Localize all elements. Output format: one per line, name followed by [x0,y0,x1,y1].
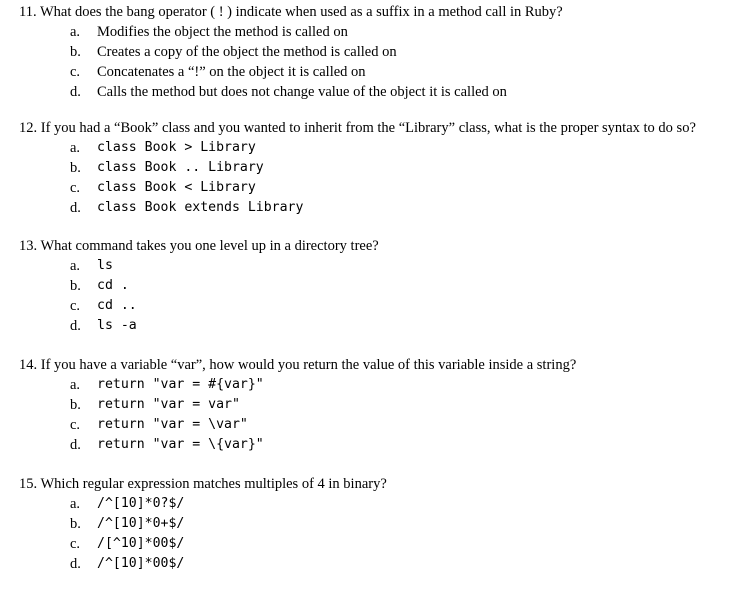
question-text [19,355,742,375]
option-text: Creates a copy of the object the method is called on [97,44,397,60]
option-letter: a. [70,24,81,40]
option-d [19,435,742,455]
option-letter: d. [70,437,81,453]
option-code: class Book extends Library [97,200,304,215]
question-prompt: Which regular expression matches multiples of 4 in binary? [40,476,387,492]
option-letter: c. [70,536,81,552]
option-letter: c. [70,417,81,433]
option-letter: a. [70,258,81,274]
option-code: return "var = \{var}" [97,437,264,452]
option-text: Concatenates a “!” on the object it is called on [97,64,366,80]
option-code: /[^10]*00$/ [97,536,185,551]
option-letter: a. [70,377,81,393]
question-text [19,2,742,22]
option-a [19,494,742,514]
option-list [19,256,742,336]
option-code: return "var = \var" [97,417,248,432]
question-text [19,474,742,494]
option-c [19,415,742,435]
option-d [19,82,742,102]
option-code: ls -a [97,318,137,333]
option-text: Calls the method but does not change value of the object it is called on [97,84,507,100]
question-number: 12. [19,120,38,136]
option-text: Modifies the object the method is called on [97,24,348,40]
question-12 [19,118,742,218]
option-b [19,158,742,178]
option-a [19,138,742,158]
option-letter: a. [70,140,81,156]
option-a [19,375,742,395]
option-letter: b. [70,160,81,176]
option-c [19,178,742,198]
option-letter: a. [70,496,81,512]
question-11 [19,2,742,102]
question-number: 15. [19,476,38,492]
option-d [19,198,742,218]
option-b [19,395,742,415]
option-list [19,22,742,102]
question-number: 13. [19,238,38,254]
question-text [19,236,742,256]
question-prompt: What does the bang operator ( ! ) indicate when used as a suffix in a method call in Ruby? [39,4,563,20]
option-letter: d. [70,318,81,334]
option-d [19,554,742,574]
option-code: ls [97,258,113,273]
option-code: /^[10]*0+$/ [97,516,185,531]
option-letter: d. [70,200,81,216]
option-letter: b. [70,516,81,532]
option-letter: c. [70,298,81,314]
question-14 [19,355,742,455]
option-letter: c. [70,180,81,196]
option-code: cd .. [97,298,137,313]
option-b [19,276,742,296]
question-13 [19,236,742,336]
question-15 [19,474,742,574]
option-list [19,375,742,455]
option-b [19,42,742,62]
option-code: /^[10]*0?$/ [97,496,185,511]
option-c [19,534,742,554]
option-letter: d. [70,84,81,100]
question-number: 11. [19,4,37,20]
option-list [19,138,742,218]
option-b [19,514,742,534]
question-prompt: If you had a “Book” class and you wanted to inherit from the “Library” class, what is the proper syntax to do so? [40,120,696,136]
option-letter: d. [70,556,81,572]
question-text [19,118,742,138]
option-code: class Book > Library [97,140,256,155]
option-code: return "var = var" [97,397,240,412]
option-letter: b. [70,278,81,294]
option-d [19,316,742,336]
question-number: 14. [19,357,38,373]
option-a [19,22,742,42]
option-c [19,296,742,316]
option-a [19,256,742,276]
option-c [19,62,742,82]
option-code: cd . [97,278,129,293]
option-letter: c. [70,64,81,80]
option-letter: b. [70,397,81,413]
option-code: return "var = #{var}" [97,377,264,392]
option-code: class Book .. Library [97,160,264,175]
question-prompt: What command takes you one level up in a directory tree? [40,238,379,254]
option-letter: b. [70,44,81,60]
question-prompt: If you have a variable “var”, how would you return the value of this variable inside a string? [40,357,577,373]
option-code: /^[10]*00$/ [97,556,185,571]
option-code: class Book < Library [97,180,256,195]
option-list [19,494,742,574]
